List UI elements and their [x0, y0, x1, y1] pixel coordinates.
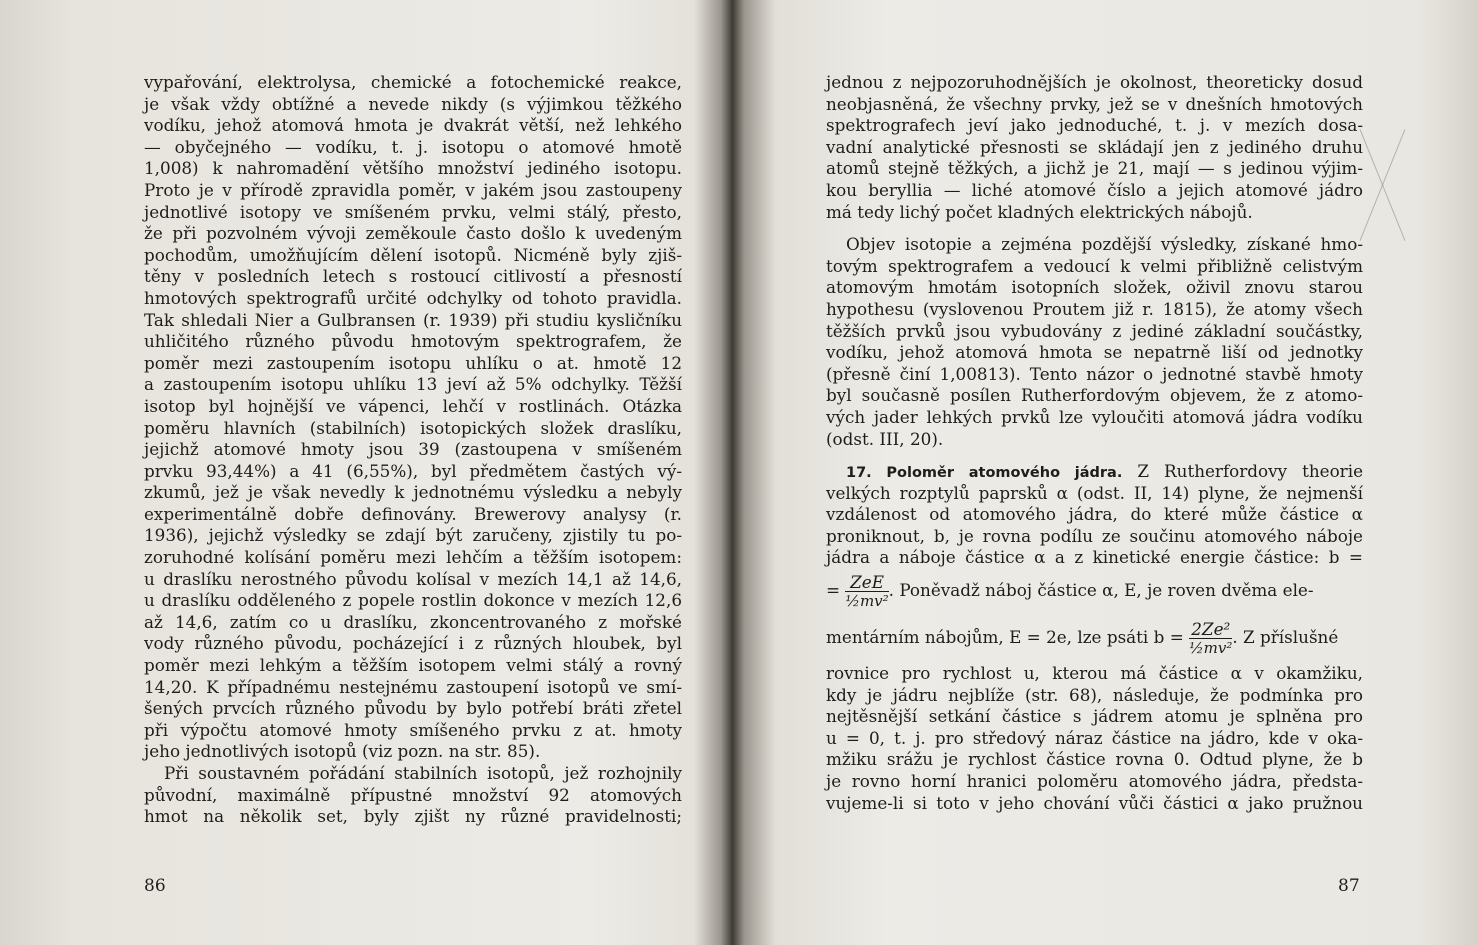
right-page-text — [826, 72, 1363, 814]
text-line: prvku 93,44%) a 41 (6,55%), byl předmětem častých vý- — [144, 460, 682, 481]
text-line: vujeme-li si toto v jeho chování vůči částici α jako pružnou — [826, 792, 1363, 813]
section-heading: 17. Poloměr atomového jádra. — [846, 465, 1123, 482]
fraction — [1189, 620, 1232, 657]
formula-line — [826, 573, 1363, 610]
text-line: u draslíku nerostného původu kolísal v mezích 14,1 až 14,6, — [144, 568, 682, 589]
text-line: má tedy lichý počet kladných elektrických nábojů. — [826, 201, 1253, 222]
text-line: tovým spektrografem a vedoucí k velmi přibližně celistvým — [826, 255, 1363, 276]
text-line: 1936), jejichž výsledky se zdají být zaručeny, zjistily tu po- — [144, 525, 682, 546]
text-line: isotop byl hojnější ve vápenci, lehčí v rostlinách. Otázka — [144, 395, 682, 416]
text-line: vypařování, elektrolysa, chemické a fotochemické reakce, — [144, 72, 682, 92]
text-line: kdy je jádru nejblíže (str. 68), následuje, že podmínka pro — [826, 684, 1363, 705]
fraction-numerator: 2Ze² — [1189, 620, 1232, 639]
text-line: proniknout, b, je rovna podílu ze součinu atomového náboje — [826, 525, 1363, 546]
text-line: experimentálně dobře definovány. Brewerovy analysy (r. — [144, 503, 682, 524]
text-line: jednou z nejpozoruhodnějších je okolnost, theoreticky dosud — [826, 72, 1363, 92]
text-line: spektrografech jeví jako jednoduché, t. j. v mezích dosa- — [826, 115, 1363, 136]
text-fragment: Z Rutherfordovy theorie — [1137, 461, 1363, 482]
text-line: až 14,6, zatím co u draslíku, zkoncentrovaného z mořské — [144, 611, 682, 632]
text-line: — obyčejného — vodíku, t. j. isotopu o atomové hmotě — [144, 136, 682, 157]
text-line: neobjasněná, že všechny prvky, jež se v dnešních hmotových — [826, 93, 1363, 114]
fraction-denominator: ½mv² — [845, 592, 889, 611]
text-line: jeho jednotlivých isotopů (viz pozn. na str. 85). — [144, 741, 541, 762]
text-line: Při soustavném pořádání stabilních isotopů, jež rozhojnily — [164, 763, 682, 783]
text-line: hmot na několik set, byly zjišt ny různé pravidelnosti; — [144, 806, 682, 827]
text-line: (odst. III, 20). — [826, 428, 944, 449]
text-line: těžších prvků jsou vybudovány z jediné základní součástky, — [826, 320, 1363, 341]
text-line: vodíku, jehož atomová hmota se nepatrně liší od jednotky — [826, 342, 1363, 363]
text-line: vých jader lehkých prvků lze vyloučiti atomová jádra vodíku — [826, 406, 1363, 427]
text-line: vzdálenost od atomového jádra, do které může částice α — [826, 504, 1363, 525]
text-line: vodíku, jehož atomová hmota je dvakrát větší, než lehkého — [144, 115, 682, 136]
text-line: nejtěsnější setkání částice s jádrem atomu je splněna pro — [826, 706, 1363, 727]
text-line: původní, maximálně přípustné množství 92 atomových — [144, 784, 682, 805]
text-line: 1,008) k nahromadění většího množství jediného isotopu. — [144, 158, 682, 179]
text-line: šených prvcích různého původu by bylo potřebí bráti zřetel — [144, 698, 682, 719]
text-line: jejichž atomové hmoty jsou 39 (zastoupena v smíšeném — [144, 439, 682, 460]
formula-suffix: . Poněvadž náboj částice α, E, je roven dvěma ele- — [888, 580, 1314, 601]
fraction-denominator: ½mv² — [1189, 639, 1233, 658]
paragraph-gap — [826, 223, 1363, 234]
text-line: hypothesu (vyslovenou Proutem již r. 1815), že atomy všech — [826, 298, 1363, 319]
formula-line — [826, 620, 1363, 657]
text-line: 14,20. K případnému nestejnému zastoupení isotopů ve smí- — [144, 676, 682, 697]
text-line: velkých rozptylů paprsků α (odst. II, 14) plyne, že nejmenší — [826, 482, 1363, 503]
text-line: Proto je v přírodě zpravidla poměr, v jakém jsou zastoupeny — [144, 179, 682, 200]
formula-prefix: mentárním nábojům, E = 2e, lze psáti b = — [826, 627, 1184, 648]
text-line: (přesně činí 1,00813). Tento názor o jednotné stavbě hmoty — [826, 363, 1363, 384]
text-line: zkumů, jež je však nevedly k jednotnému výsledku a nebyly — [144, 482, 682, 503]
text-line: že při pozvolném vývoji zeměkoule často došlo k uvedeným — [144, 223, 682, 244]
text-line: hmotových spektrografů určité odchylky od tohoto pravidla. — [144, 287, 682, 308]
text-line: pochodům, umožňujícím dělení isotopů. Nicméně byly zjiš- — [144, 244, 682, 265]
text-line: kou beryllia — liché atomové číslo a jejich atomové jádro — [826, 179, 1363, 200]
text-line: vadní analytické přesnosti se skládají jen z jediného druhu — [826, 136, 1363, 157]
left-page-text — [144, 72, 682, 828]
text-line: u draslíku odděleného z popele rostlin dokonce v mezích 12,6 — [144, 590, 682, 611]
text-line: zoruhodné kolísání poměru mezi lehčím a těžším isotopem: — [144, 547, 682, 568]
text-line: poměru hlavních (stabilních) isotopických složek draslíku, — [144, 417, 682, 438]
page-number: 86 — [144, 876, 166, 896]
paragraph-gap — [826, 450, 1363, 461]
text-line: těny v posledních letech s rostoucí citlivostí a přesností — [144, 266, 682, 287]
text-line: Tak shledali Nier a Gulbransen (r. 1939) při studiu kysličníku — [144, 309, 682, 330]
text-line: a zastoupením isotopu uhlíku 13 jeví až 5% odchylky. Těžší — [144, 374, 682, 395]
fraction-numerator: ZeE — [845, 573, 888, 592]
text-line: vody různého původu, pocházející i z různých hloubek, byl — [144, 633, 682, 654]
text-line: při výpočtu atomové hmoty smíšeného prvku z at. hmoty — [144, 719, 682, 740]
text-line: poměr mezi lehkým a těžším isotopem velmi stálý a rovný — [144, 655, 682, 676]
text-line: atomů stejně těžkých, a jichž je 21, mají — s jedinou výjim- — [826, 158, 1363, 179]
text-line: je však vždy obtížné a nevede nikdy (s výjimkou těžkého — [144, 93, 682, 114]
text-line: je rovno horní hranici poloměru atomového jádra, předsta- — [826, 771, 1363, 792]
text-line: jádra a náboje částice α a z kinetické energie částice: b = — [826, 547, 1363, 568]
text-line: u = 0, t. j. pro středový náraz částice na jádro, kde v oka- — [826, 727, 1363, 748]
text-line: byl současně posílen Rutherfordovým objevem, že z atomo- — [826, 385, 1363, 406]
text-line: poměr mezi zastoupením isotopu uhlíku o at. hmotě 12 — [144, 352, 682, 373]
text-line: atomovým hmotám isotopních složek, oživil znovu starou — [826, 277, 1363, 298]
formula-suffix: . Z příslušné — [1232, 627, 1339, 648]
left-page — [0, 0, 735, 945]
text-line: rovnice pro rychlost u, kterou má částice α v okamžiku, — [826, 663, 1363, 684]
fraction — [845, 573, 888, 610]
text-line: jednotlivé isotopy ve smíšeném prvku, velmi stálý, přesto, — [144, 201, 682, 222]
page-number: 87 — [1338, 876, 1360, 896]
right-page — [742, 0, 1477, 945]
text-line: uhličitého různého původu hmotovým spektrografem, že — [144, 331, 682, 352]
text-line: Objev isotopie a zejména pozdější výsledky, získané hmo- — [846, 234, 1363, 255]
formula-prefix: = — [826, 580, 841, 601]
text-line: mžiku srážu je rychlost částice rovna 0. Odtud plyne, že b — [826, 749, 1363, 770]
section-line — [826, 461, 1363, 483]
